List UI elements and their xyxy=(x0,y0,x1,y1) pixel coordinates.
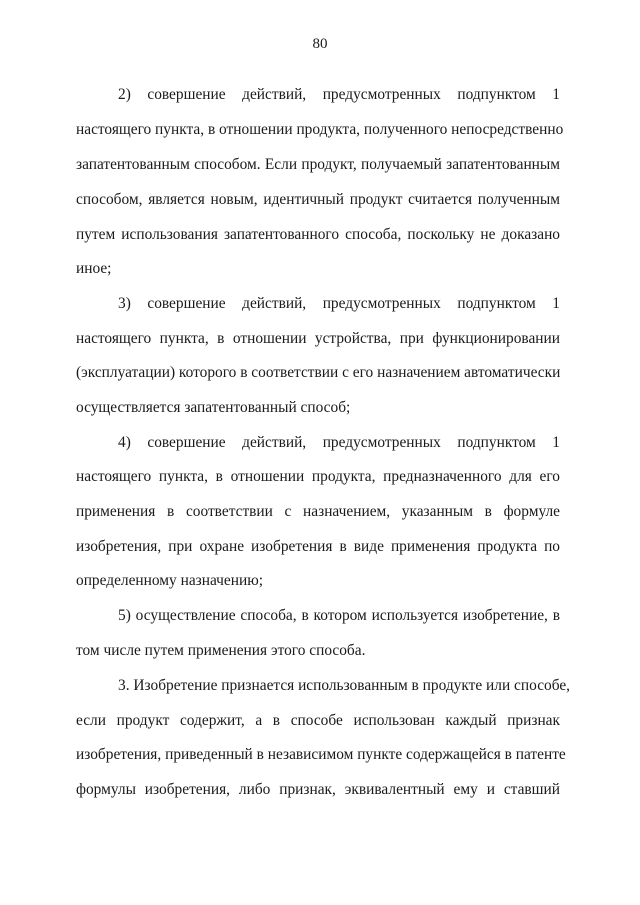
text-line: 5) осуществление способа, в котором используется изобретение, в xyxy=(118,607,560,624)
text-line: определенному назначению; xyxy=(76,572,264,589)
text-line: (эксплуатации) которого в соответствии с его назначением автоматически xyxy=(76,364,561,381)
text-line: если продукт содержит, а в способе использован каждый признак xyxy=(76,712,560,729)
text-line: 4) совершение действий, предусмотренных подпунктом 1 xyxy=(118,434,560,451)
text-line: формулы изобретения, либо признак, эквивалентный ему и ставший xyxy=(76,781,560,798)
text-line: изобретения, приведенный в независимом пункте содержащейся в патенте xyxy=(76,746,566,763)
text-line: иное; xyxy=(76,260,112,277)
page-number: 80 xyxy=(312,36,328,52)
text-line: 3) совершение действий, предусмотренных подпунктом 1 xyxy=(118,295,560,312)
text-line: путем использования запатентованного способа, поскольку не доказано xyxy=(76,226,560,243)
text-line: запатентованным способом. Если продукт, получаемый запатентованным xyxy=(76,156,560,173)
text-line: 2) совершение действий, предусмотренных подпунктом 1 xyxy=(118,86,560,103)
text-line: изобретения, при охране изобретения в виде применения продукта по xyxy=(76,538,560,555)
text-line: настоящего пункта, в отношении продукта, предназначенного для его xyxy=(76,468,560,485)
text-line: настоящего пункта, в отношении устройства, при функционировании xyxy=(76,330,560,347)
text-line: 3. Изобретение признается использованным в продукте или способе, xyxy=(118,677,571,694)
text-line: способом, является новым, идентичный продукт считается полученным xyxy=(76,191,560,208)
text-line: применения в соответствии с назначением, указанным в формуле xyxy=(76,503,560,520)
text-line: настоящего пункта, в отношении продукта, полученного непосредственно xyxy=(76,121,564,138)
text-line: осуществляется запатентованный способ; xyxy=(76,399,351,416)
text-line: том числе путем применения этого способа. xyxy=(76,642,366,659)
